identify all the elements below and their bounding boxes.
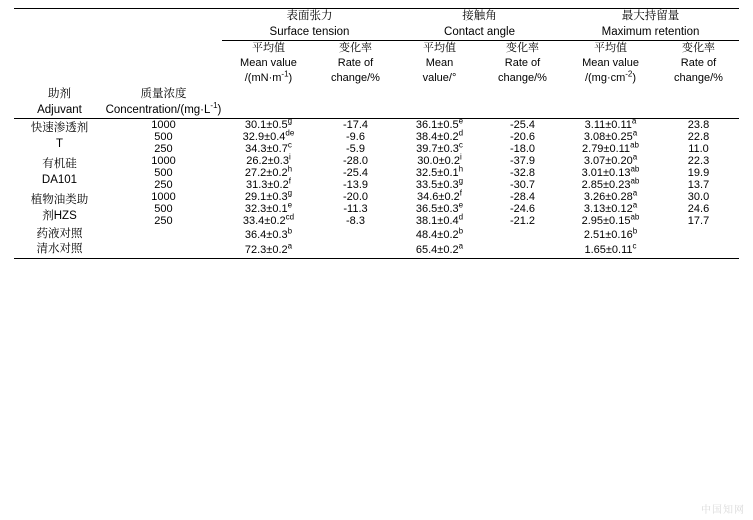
row-ca-mean	[397, 188, 483, 203]
row-mr-rate: 17.7	[687, 214, 710, 227]
group-header-maximum-retention-en: Maximum retention	[601, 25, 700, 38]
row-mr-mean-sup: ab	[630, 140, 639, 150]
sub-header-st-mean-unit: $/(mN\cdot m^{-1})$	[244, 69, 293, 84]
row-st-mean-value: 33.4±0.2	[242, 214, 286, 227]
row-mr-mean-value: 3.26±0.28	[583, 190, 633, 203]
row-st-mean-sup: c	[287, 140, 292, 150]
table-row	[14, 143, 738, 155]
row-mr-rate: 19.9	[687, 166, 710, 179]
row-ca-rate: -21.2	[509, 214, 536, 227]
row-st-rate: -13.9	[342, 178, 369, 191]
row-mr-rate: 24.6	[687, 202, 710, 215]
row-concentration: 250	[154, 178, 173, 191]
row-concentration: 1000	[151, 190, 176, 203]
row-mr-mean	[563, 188, 659, 203]
row-mr-mean	[563, 128, 659, 143]
row-mr-rate	[659, 227, 739, 243]
row-st-mean-sup: g	[287, 116, 293, 126]
row-ca-mean	[397, 140, 483, 155]
row-mr-mean-sup: ab	[630, 212, 640, 222]
row-st-rate: -8.3	[346, 214, 365, 227]
row-concentration: 250	[154, 142, 173, 155]
group-header-maximum-retention-cn: 最大持留量	[621, 10, 680, 22]
row-st-mean-value: 32.9±0.4	[242, 130, 286, 143]
row-ca-rate	[483, 227, 563, 243]
row-ca-mean	[397, 152, 483, 167]
sub-header-ca-mean-cn: 平均值	[423, 42, 456, 55]
row-mr-mean-value: 3.13±0.12	[583, 202, 633, 215]
row-ca-mean-sup: f	[459, 188, 462, 198]
sub-header-ca-mean-en1: Mean	[425, 56, 454, 69]
row-ca-rate	[483, 242, 563, 258]
row-mr-mean-sup: a	[632, 152, 638, 162]
row-mr-mean-sup: a	[632, 128, 638, 138]
stub-spacer-5	[563, 86, 659, 119]
row-st-rate: -20.0	[342, 190, 369, 203]
row-st-mean	[222, 200, 314, 215]
row-mr-mean	[563, 152, 659, 167]
row-mr-rate: 22.3	[687, 154, 710, 167]
row-ca-mean-value: 65.4±0.2	[415, 244, 459, 257]
row-mr-mean-sup: a	[632, 188, 638, 198]
row-st-rate: -5.9	[346, 142, 365, 155]
row-st-mean-sup: i	[288, 152, 291, 162]
row-concentration: 500	[154, 202, 173, 215]
row-st-mean	[222, 212, 314, 227]
sub-header-st-rate-en2: change/%	[331, 71, 380, 84]
row-mr-mean-sup: ab	[630, 176, 640, 186]
row-mr-rate: 23.8	[659, 118, 739, 131]
watermark: 中国知网	[701, 505, 745, 516]
row-st-mean-value: 31.3±0.2	[245, 178, 289, 191]
row-mr-mean-value: 2.79±0.11	[582, 142, 631, 155]
row-ca-mean-sup: g	[458, 176, 464, 186]
row-adjuvant	[14, 155, 104, 191]
stub-spacer-2	[314, 86, 396, 119]
stub-header-adjuvant-cn: 助剂	[47, 87, 71, 100]
sub-header-st-rate-en1: Rate of	[337, 56, 374, 69]
row-ca-mean-value: 34.6±0.2	[417, 190, 460, 203]
row-adjuvant-line1: 有机硅	[42, 158, 77, 171]
row-ca-mean-sup: i	[459, 152, 462, 162]
row-mr-mean	[563, 164, 659, 179]
spacer-cell-adjuvant	[14, 9, 104, 86]
row-st-mean-value: 72.3±0.2	[244, 244, 288, 257]
row-mr-rate: 13.7	[687, 178, 710, 191]
row-st-mean-sup: a	[287, 241, 293, 251]
row-ca-rate: -37.9	[509, 154, 536, 167]
row-mr-mean-value: 3.08±0.25	[583, 130, 633, 143]
row-st-rate	[314, 242, 396, 258]
row-st-mean	[222, 128, 314, 143]
group-header-contact-angle-en: Contact angle	[444, 25, 515, 38]
table-row	[14, 227, 738, 243]
row-st-mean-sup: cd	[285, 212, 295, 222]
row-adjuvant-line1: 清水对照	[36, 243, 83, 256]
table-row	[14, 215, 738, 227]
row-adjuvant	[14, 118, 104, 155]
row-st-mean-value: 26.2±0.3	[246, 154, 289, 167]
group-header-maximum-retention	[563, 9, 739, 41]
row-st-rate: -17.4	[314, 118, 396, 131]
row-mr-mean-value: 2.95±0.15	[581, 214, 631, 227]
row-st-rate	[314, 227, 396, 243]
row-st-mean-value: 36.4±0.3	[244, 228, 288, 241]
row-mr-mean	[563, 140, 659, 155]
row-ca-mean-sup: e	[458, 116, 464, 126]
row-ca-mean-value: 30.0±0.2	[417, 154, 460, 167]
row-ca-mean-value: 36.5±0.3	[415, 202, 459, 215]
sub-header-ca-mean-en2: value/°	[422, 71, 457, 84]
row-mr-mean	[563, 212, 659, 227]
sub-header-ca-rate-cn: 变化率	[506, 42, 539, 55]
row-adjuvant-line1: 植物油类助	[30, 194, 89, 207]
sub-header-mr-rate	[659, 41, 739, 86]
sub-header-mr-rate-en1: Rate of	[680, 56, 717, 69]
stub-spacer-1	[222, 86, 314, 119]
row-ca-mean-value: 32.5±0.1	[415, 166, 459, 179]
row-st-mean	[222, 242, 314, 258]
row-ca-mean-sup: c	[458, 140, 463, 150]
row-concentration	[104, 227, 222, 243]
row-ca-mean	[397, 212, 483, 227]
row-adjuvant	[14, 242, 104, 258]
row-st-mean-sup: e	[287, 200, 293, 210]
row-ca-rate: -20.6	[509, 130, 536, 143]
row-mr-mean-sup: a	[632, 200, 638, 210]
sub-header-ca-mean	[397, 41, 483, 86]
row-adjuvant-line1: 快速渗透剂	[30, 122, 89, 135]
row-ca-mean-sup: a	[458, 241, 464, 251]
stub-spacer-4	[483, 86, 563, 119]
row-mr-mean-value: 2.51±0.16	[583, 228, 633, 241]
row-st-mean-value: 27.2±0.2	[244, 166, 288, 179]
row-ca-mean-value: 33.5±0.3	[415, 178, 459, 191]
row-ca-rate: -18.0	[509, 142, 536, 155]
row-ca-mean-value: 39.7±0.3	[416, 142, 459, 155]
sub-header-mr-rate-en2: change/%	[674, 71, 723, 84]
row-st-mean	[222, 118, 314, 131]
sub-header-mr-mean-cn: 平均值	[594, 42, 627, 55]
stub-header-concentration-cn: 质量浓度	[140, 87, 187, 100]
spacer-cell-concentration	[104, 9, 222, 86]
row-mr-mean-value: 3.11±0.11	[584, 118, 632, 131]
sub-header-st-mean-en: Mean value	[240, 56, 297, 69]
sub-header-st-mean	[222, 41, 314, 86]
table-stub-header-row	[14, 86, 738, 119]
row-mr-mean-sup: a	[631, 116, 637, 126]
row-st-mean	[222, 152, 314, 167]
row-concentration	[104, 242, 222, 258]
table-group-header-row	[14, 9, 738, 41]
row-mr-mean-value: 2.85±0.23	[581, 178, 631, 191]
row-st-rate: -25.4	[342, 166, 369, 179]
group-header-surface-tension	[222, 9, 396, 41]
row-ca-mean-value: 38.4±0.2	[415, 130, 459, 143]
sub-header-st-mean-cn: 平均值	[251, 42, 285, 55]
row-adjuvant	[14, 191, 104, 227]
row-st-mean	[222, 164, 314, 179]
row-mr-mean	[563, 118, 659, 131]
row-mr-mean	[563, 227, 659, 243]
row-adjuvant-line2: DA101	[41, 173, 78, 186]
row-adjuvant-line2: 剂HZS	[42, 209, 77, 222]
sub-header-ca-rate-en1: Rate of	[504, 56, 541, 69]
row-mr-mean-value: 3.07±0.20	[583, 154, 633, 167]
row-mr-mean-sup: c	[632, 241, 637, 251]
row-st-mean-value: 29.1±0.3	[244, 190, 288, 203]
table-row	[14, 191, 738, 203]
row-ca-mean-sup: e	[458, 200, 464, 210]
results-table	[14, 8, 738, 259]
row-adjuvant-line2: T	[55, 137, 63, 150]
row-ca-rate: -28.4	[509, 190, 536, 203]
row-mr-mean	[563, 176, 659, 191]
row-st-mean-sup: h	[287, 164, 293, 174]
row-ca-mean-value: 38.1±0.4	[415, 214, 459, 227]
row-ca-mean	[397, 164, 483, 179]
row-st-mean-value: 32.3±0.1	[244, 202, 288, 215]
row-mr-rate: 22.8	[687, 130, 710, 143]
table-row	[14, 242, 738, 258]
row-ca-mean-sup: d	[458, 128, 464, 138]
row-ca-mean	[397, 200, 483, 215]
group-header-contact-angle-cn: 接触角	[462, 10, 497, 22]
row-ca-rate: -24.6	[509, 202, 536, 215]
row-mr-rate: 11.0	[688, 142, 709, 155]
row-mr-mean-value: 3.01±0.13	[581, 166, 631, 179]
row-concentration: 1000	[104, 118, 222, 131]
row-ca-mean-sup: h	[458, 164, 464, 174]
row-mr-rate: 30.0	[687, 190, 710, 203]
stub-header-adjuvant	[14, 86, 104, 119]
row-st-rate: -9.6	[346, 130, 365, 143]
row-st-rate: -11.3	[343, 202, 368, 215]
table-row	[14, 118, 738, 131]
row-ca-mean-sup: b	[458, 225, 464, 235]
row-st-rate: -28.0	[342, 154, 369, 167]
row-st-mean-sup: b	[287, 225, 293, 235]
row-concentration: 500	[154, 130, 173, 143]
row-ca-mean	[397, 118, 483, 131]
row-st-mean	[222, 188, 314, 203]
sub-header-ca-rate	[483, 41, 563, 86]
row-st-mean-value: 34.3±0.7	[245, 142, 288, 155]
group-header-surface-tension-en: Surface tension	[269, 25, 350, 38]
sub-header-st-rate	[314, 41, 396, 86]
row-adjuvant-line1: 药液对照	[36, 227, 83, 240]
sub-header-mr-mean-unit: $/(mg\cdot cm^{-2})$	[584, 69, 637, 84]
row-st-mean	[222, 140, 314, 155]
stub-spacer-6	[659, 86, 739, 119]
stub-header-concentration-en: Concentration/$(mg\cdot L^{-1})$	[105, 100, 222, 116]
row-mr-mean-value: 1.65±0.11	[584, 244, 633, 257]
row-st-mean-sup: de	[285, 128, 295, 138]
row-ca-mean	[397, 242, 483, 258]
row-ca-mean-sup: d	[458, 212, 464, 222]
row-mr-mean-sup: ab	[630, 164, 640, 174]
row-ca-rate: -30.7	[509, 178, 536, 191]
sub-header-ca-rate-en2: change/%	[498, 71, 547, 84]
sub-header-mr-mean-en: Mean value	[582, 56, 639, 69]
row-st-mean	[222, 176, 314, 191]
row-ca-mean	[397, 128, 483, 143]
sub-header-mr-rate-cn: 变化率	[682, 42, 715, 55]
table-row	[14, 179, 738, 191]
row-ca-mean-value: 36.1±0.5	[415, 118, 459, 131]
sub-header-mr-mean	[563, 41, 659, 86]
row-ca-rate: -32.8	[509, 166, 536, 179]
stub-header-concentration	[104, 86, 222, 119]
row-mr-rate	[659, 242, 739, 258]
row-ca-mean	[397, 176, 483, 191]
row-concentration: 500	[154, 166, 173, 179]
row-ca-mean	[397, 227, 483, 243]
table-page	[0, 8, 753, 520]
stub-header-adjuvant-en: Adjuvant	[37, 103, 82, 116]
row-mr-mean	[563, 200, 659, 215]
row-st-mean-value: 30.1±0.5	[244, 118, 288, 131]
row-ca-mean-value: 48.4±0.2	[415, 228, 459, 241]
row-st-mean-sup: g	[287, 188, 293, 198]
row-mr-mean	[563, 242, 659, 258]
row-st-mean	[222, 227, 314, 243]
row-ca-rate: -25.4	[483, 118, 563, 131]
stub-spacer-3	[397, 86, 483, 119]
group-header-contact-angle	[397, 9, 563, 41]
row-mr-mean-sup: b	[632, 225, 638, 235]
group-header-surface-tension-cn: 表面张力	[286, 10, 333, 22]
row-adjuvant	[14, 227, 104, 243]
row-concentration: 250	[154, 214, 173, 227]
row-concentration: 1000	[151, 154, 176, 167]
row-st-mean-sup: f	[288, 176, 291, 186]
sub-header-st-rate-cn: 变化率	[338, 42, 372, 55]
